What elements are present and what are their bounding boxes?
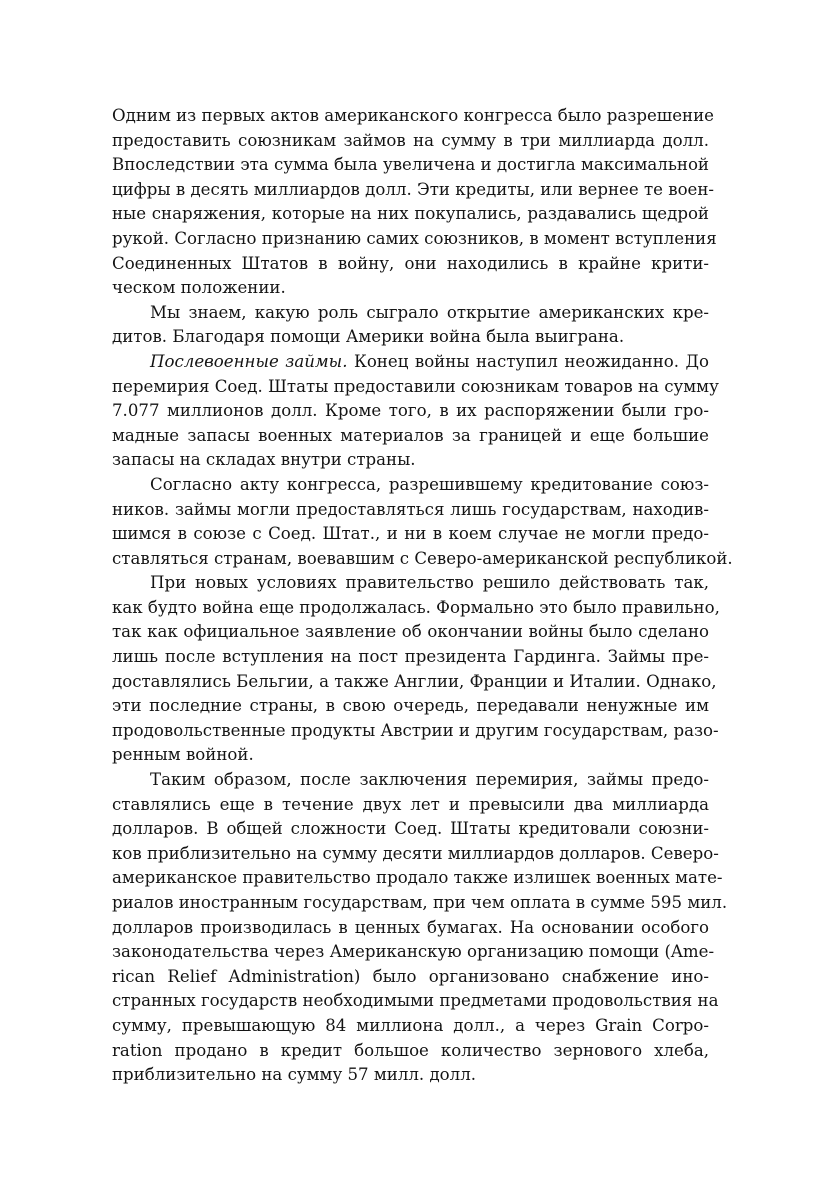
text-line	[112, 399, 709, 424]
text-line	[112, 276, 709, 301]
line-text: ников. займы могли предоставляться лишь государствам, находив-	[112, 499, 709, 519]
text-line	[112, 252, 709, 277]
section-heading: Послевоенные займы.	[150, 351, 348, 371]
text-line	[112, 424, 709, 449]
text-line	[112, 325, 709, 350]
line-text: rican Relief Administration) было организовано снабжение ино-	[112, 966, 709, 986]
text-line	[112, 153, 709, 178]
text-line	[112, 916, 709, 941]
line-text: 7.077 миллионов долл. Кроме того, в их распоряжении были гро-	[112, 401, 709, 421]
text-line	[112, 473, 709, 498]
text-line	[112, 620, 709, 645]
text-line	[112, 178, 715, 203]
line-text: Мы знаем, какую роль сыграло открытие американских кре-	[150, 302, 709, 322]
text-lines	[112, 104, 733, 1088]
line-text: долларов производилась в ценных бумагах. На основании особого	[112, 917, 709, 937]
text-line	[112, 965, 709, 990]
text-line	[112, 842, 719, 867]
line-text: законодательства через Американскую организацию помощи (Ame-	[112, 942, 715, 962]
text-line	[112, 1014, 709, 1039]
text-line	[112, 940, 715, 965]
text-line	[112, 891, 728, 916]
text-line	[112, 1039, 709, 1064]
line-text: Одним из первых актов американского конгресса было разрешение	[112, 106, 714, 125]
line-text: цифры в десять миллиардов долл. Эти кредиты, или вернее те воен-	[112, 179, 715, 199]
line-text: предоставить союзникам займов на сумму в три миллиарда долл.	[112, 130, 709, 150]
line-text: лишь после вступления на пост президента Гардинга. Займы пре-	[112, 647, 709, 667]
line-text: продовольственные продукты Австрии и другим государствам, разо-	[112, 720, 719, 740]
text-line	[112, 719, 719, 744]
line-text: как будто война еще продолжалась. Формально это было правильно,	[112, 597, 720, 617]
page-text	[112, 104, 733, 1088]
text-line	[112, 547, 733, 572]
text-line	[112, 301, 709, 326]
line-text: мадные запасы военных материалов за границей и еще большие	[112, 425, 709, 445]
line-text: эти последние страны, в свою очередь, передавали ненужные им	[112, 696, 709, 716]
text-line	[112, 1063, 709, 1088]
line-text: ческом положении.	[112, 278, 286, 298]
line-text: Таким образом, после заключения перемирия, займы предо-	[150, 770, 709, 790]
line-text: Конец войны наступил неожиданно. До	[347, 351, 710, 371]
text-line	[112, 866, 723, 891]
text-line	[112, 596, 720, 621]
line-text: Согласно акту конгресса, разрешившему кредитование союз-	[150, 474, 709, 494]
text-line	[112, 645, 709, 670]
line-text: ставляться странам, воевавшим с Северо-американской республикой.	[112, 548, 733, 568]
text-line	[112, 522, 709, 547]
line-text: приблизительно на сумму 57 милл. долл.	[112, 1065, 477, 1085]
text-line	[112, 350, 709, 375]
text-line	[112, 104, 714, 129]
line-text: ставлялись еще в течение двух лет и превысили два миллиарда	[112, 794, 709, 814]
text-line	[112, 571, 709, 596]
line-text: перемирия Соед. Штаты предоставили союзникам товаров на сумму	[112, 376, 719, 396]
line-text: шимся в союзе с Соед. Штат., и ни в коем случае не могли предо-	[112, 524, 709, 544]
line-text: ков приблизительно на сумму десяти миллиардов долларов. Северо-	[112, 843, 719, 863]
line-text: долларов. В общей сложности Соед. Штаты кредитовали союзни-	[112, 819, 709, 839]
text-line	[112, 202, 709, 227]
text-line	[112, 375, 719, 400]
line-text: странных государств необходимыми предметами продовольствия на	[112, 991, 719, 1011]
text-line	[112, 743, 709, 768]
text-line	[112, 448, 709, 473]
text-line	[112, 694, 709, 719]
line-text: ренным войной.	[112, 745, 254, 765]
line-text: рукой. Согласно признанию самих союзников, в момент вступления	[112, 228, 717, 248]
text-line	[112, 670, 717, 695]
line-text: Соединенных Штатов в войну, они находились в крайне крити-	[112, 253, 709, 273]
line-text: доставлялись Бельгии, а также Англии, Франции и Италии. Однако,	[112, 671, 717, 691]
line-text: ration продано в кредит большое количество зернового хлеба,	[112, 1040, 709, 1060]
text-line	[112, 129, 709, 154]
text-line	[112, 793, 709, 818]
text-line	[112, 768, 709, 793]
line-text: сумму, превышающую 84 миллиона долл., а через Grain Corpo-	[112, 1015, 709, 1035]
text-line	[112, 498, 709, 523]
line-text: дитов. Благодаря помощи Америки война была выиграна.	[112, 327, 625, 347]
line-text: ные снаряжения, которые на них покупались, раздавались щедрой	[112, 204, 709, 224]
line-text: запасы на складах внутри страны.	[112, 450, 416, 470]
line-text: риалов иностранным государствам, при чем оплата в сумме 595 мил.	[112, 893, 728, 912]
line-text: Впоследствии эта сумма была увеличена и достигла максимальной	[112, 155, 709, 175]
text-line	[112, 989, 719, 1014]
text-line	[112, 817, 709, 842]
text-line	[112, 227, 717, 252]
line-text: так как официальное заявление об окончании войны было сделано	[112, 622, 709, 642]
line-text: При новых условиях правительство решило действовать так,	[150, 573, 709, 593]
line-text: американское правительство продало также излишек военных мате-	[112, 868, 723, 888]
